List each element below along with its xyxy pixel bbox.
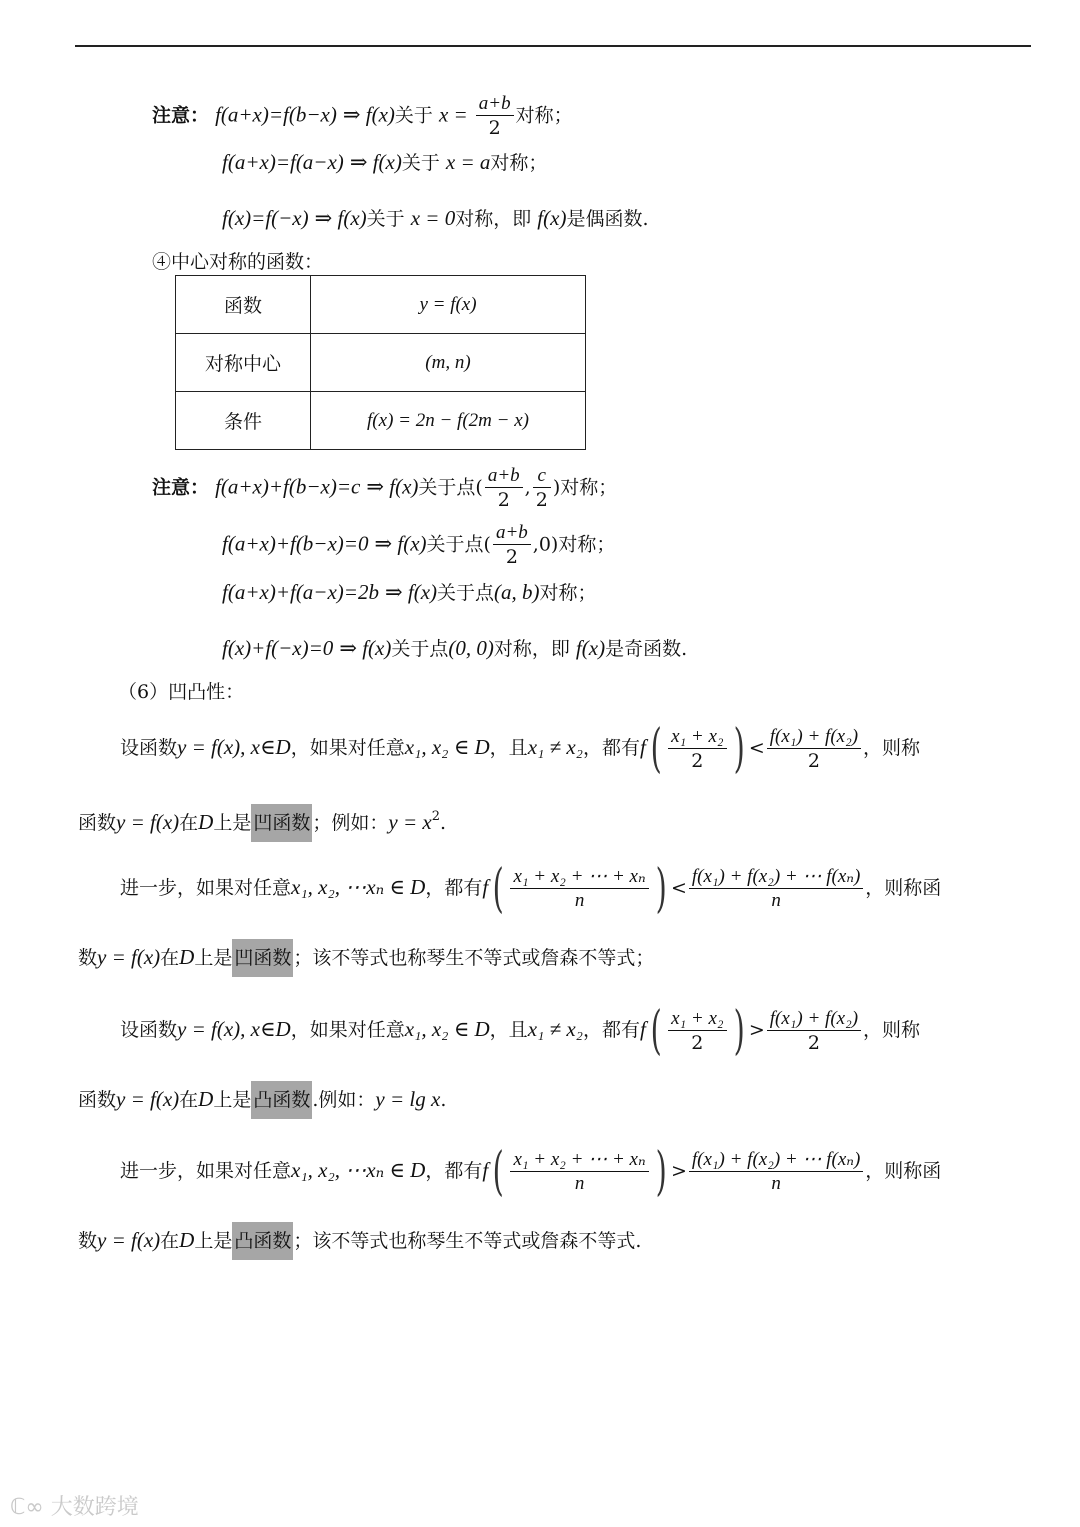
section-heading-central: ④中心对称的函数： (152, 251, 324, 273)
note-point-line-1: 注意： f(a+x)+f(b−x)=c ⇒ f(x)关于点( $\frac{a+b}{2}$ , $\frac{c}{2}$ )对称； (152, 465, 618, 511)
fraction: $\frac{\text{f(x₁) + f(x₂) + ⋯ f(xₙ)}}{n}$ (689, 1149, 863, 1196)
convex-definition-line-1: 设函数y = f(x), x∈D，如果对任意x₁, x₂ ∈ D，且x₁ ≠ x₂，都有f( $\frac{\text{x₁ + x₂}}{2}$ ) < $\frac{\text{f(x₁) + f(x₂)}}{2}$ ，则称 (120, 719, 921, 779)
table-cell-value: f(x) = 2n − f(2m − x) (311, 392, 586, 450)
note-axis-line-3: f(x)=f(−x) ⇒ f(x)关于 x = 0对称，即 f(x)是偶函数. (222, 206, 649, 230)
convex-jensen-line-2: 数y = f(x)在D上是 凹函数 ；该不等式也称琴生不等式或詹森不等式； (78, 945, 654, 970)
concave-jensen-line-1: 进一步，如果对任意x₁, x₂, ⋯xₙ ∈ D，都有f( $\frac{\text{x₁ + x₂ + ⋯ + xₙ}}{n}$ ) > $\frac{\text{f(x₁) + f(x₂) + ⋯ f(xₙ)}}{n}$ ，则称函 (120, 1142, 942, 1202)
fraction: $\frac{\text{x₁ + x₂ + ⋯ + xₙ}}{n}$ (510, 866, 648, 913)
note-point-line-4: f(x)+f(−x)=0 ⇒ f(x)关于点(0, 0)对称，即 f(x)是奇函数. (222, 636, 688, 660)
table-cell-label: 条件 (176, 392, 311, 450)
fraction: $\frac{c}{2}$ (533, 465, 551, 512)
note-point-line-2: f(a+x)+f(b−x)=0 ⇒ f(x)关于点( $\frac{a+b}{2}$ ,0)对称； (222, 522, 616, 568)
highlight-term: 凸函数 (232, 1222, 293, 1260)
highlight-term: 凸函数 (251, 1081, 312, 1119)
table-row (176, 334, 586, 392)
central-symmetry-table (175, 275, 586, 450)
convex-definition-line-2: 函数y = f(x)在D上是 凹函数 ；例如：$y = x^2$. (78, 805, 446, 835)
fraction: $\frac{a+b}{2}$ (476, 93, 514, 140)
table-row (176, 392, 586, 450)
fraction: $\frac{\text{f(x₁) + f(x₂)}}{2}$ (767, 1008, 861, 1055)
highlight-term: 凹函数 (232, 939, 293, 977)
fraction: $\frac{\text{x₁ + x₂}}{2}$ (668, 1008, 726, 1055)
concave-jensen-line-2: 数y = f(x)在D上是 凸函数 ；该不等式也称琴生不等式或詹森不等式. (78, 1228, 641, 1253)
note-axis-line-2: f(a+x)=f(a−x) ⇒ f(x)关于 x = a对称； (222, 150, 548, 174)
convex-jensen-line-1: 进一步，如果对任意x₁, x₂, ⋯xₙ ∈ D，都有f( $\frac{\text{x₁ + x₂ + ⋯ + xₙ}}{n}$ ) < $\frac{\text{f(x₁) + f(x₂) + ⋯ f(xₙ)}}{n}$ ，则称函 (120, 859, 942, 919)
table-cell-label: 函数 (176, 276, 311, 334)
table-cell-label: 对称中心 (176, 334, 311, 392)
fraction: $\frac{\text{x₁ + x₂}}{2}$ (668, 726, 726, 773)
table-row (176, 276, 586, 334)
table-cell-value: (m, n) (311, 334, 586, 392)
section-heading-convexity: （6）凹凸性： (118, 681, 245, 703)
header-rule (75, 45, 1031, 47)
fraction: $\frac{\text{f(x₁) + f(x₂) + ⋯ f(xₙ)}}{n}$ (689, 866, 863, 913)
table-cell-value: y = f(x) (311, 276, 586, 334)
note-axis-line-1: 注意： f(a+x)=f(b−x) ⇒ f(x)关于 x = $\frac{a+b}{2}$ 对称； (152, 93, 573, 139)
fraction: $\frac{\text{x₁ + x₂ + ⋯ + xₙ}}{n}$ (510, 1149, 648, 1196)
highlight-term: 凹函数 (251, 804, 312, 842)
watermark-logo-icon: ℂ∞ (10, 1495, 51, 1520)
fraction: $\frac{a+b}{2}$ (485, 465, 523, 512)
concave-definition-line-1: 设函数y = f(x), x∈D，如果对任意x₁, x₂ ∈ D，且x₁ ≠ x₂，都有f( $\frac{\text{x₁ + x₂}}{2}$ ) > $\frac{\text{f(x₁) + f(x₂)}}{2}$ ，则称 (120, 1001, 921, 1061)
note-point-line-3: f(a+x)+f(a−x)=2b ⇒ f(x)关于点(a, b)对称； (222, 580, 597, 604)
fraction: $\frac{\text{f(x₁) + f(x₂)}}{2}$ (767, 726, 861, 773)
fraction: $\frac{a+b}{2}$ (493, 522, 531, 569)
watermark: ℂ∞ 大数跨境 (10, 1495, 139, 1520)
concave-definition-line-2: 函数y = f(x)在D上是 凸函数 .例如：y = lg x. (78, 1087, 446, 1112)
